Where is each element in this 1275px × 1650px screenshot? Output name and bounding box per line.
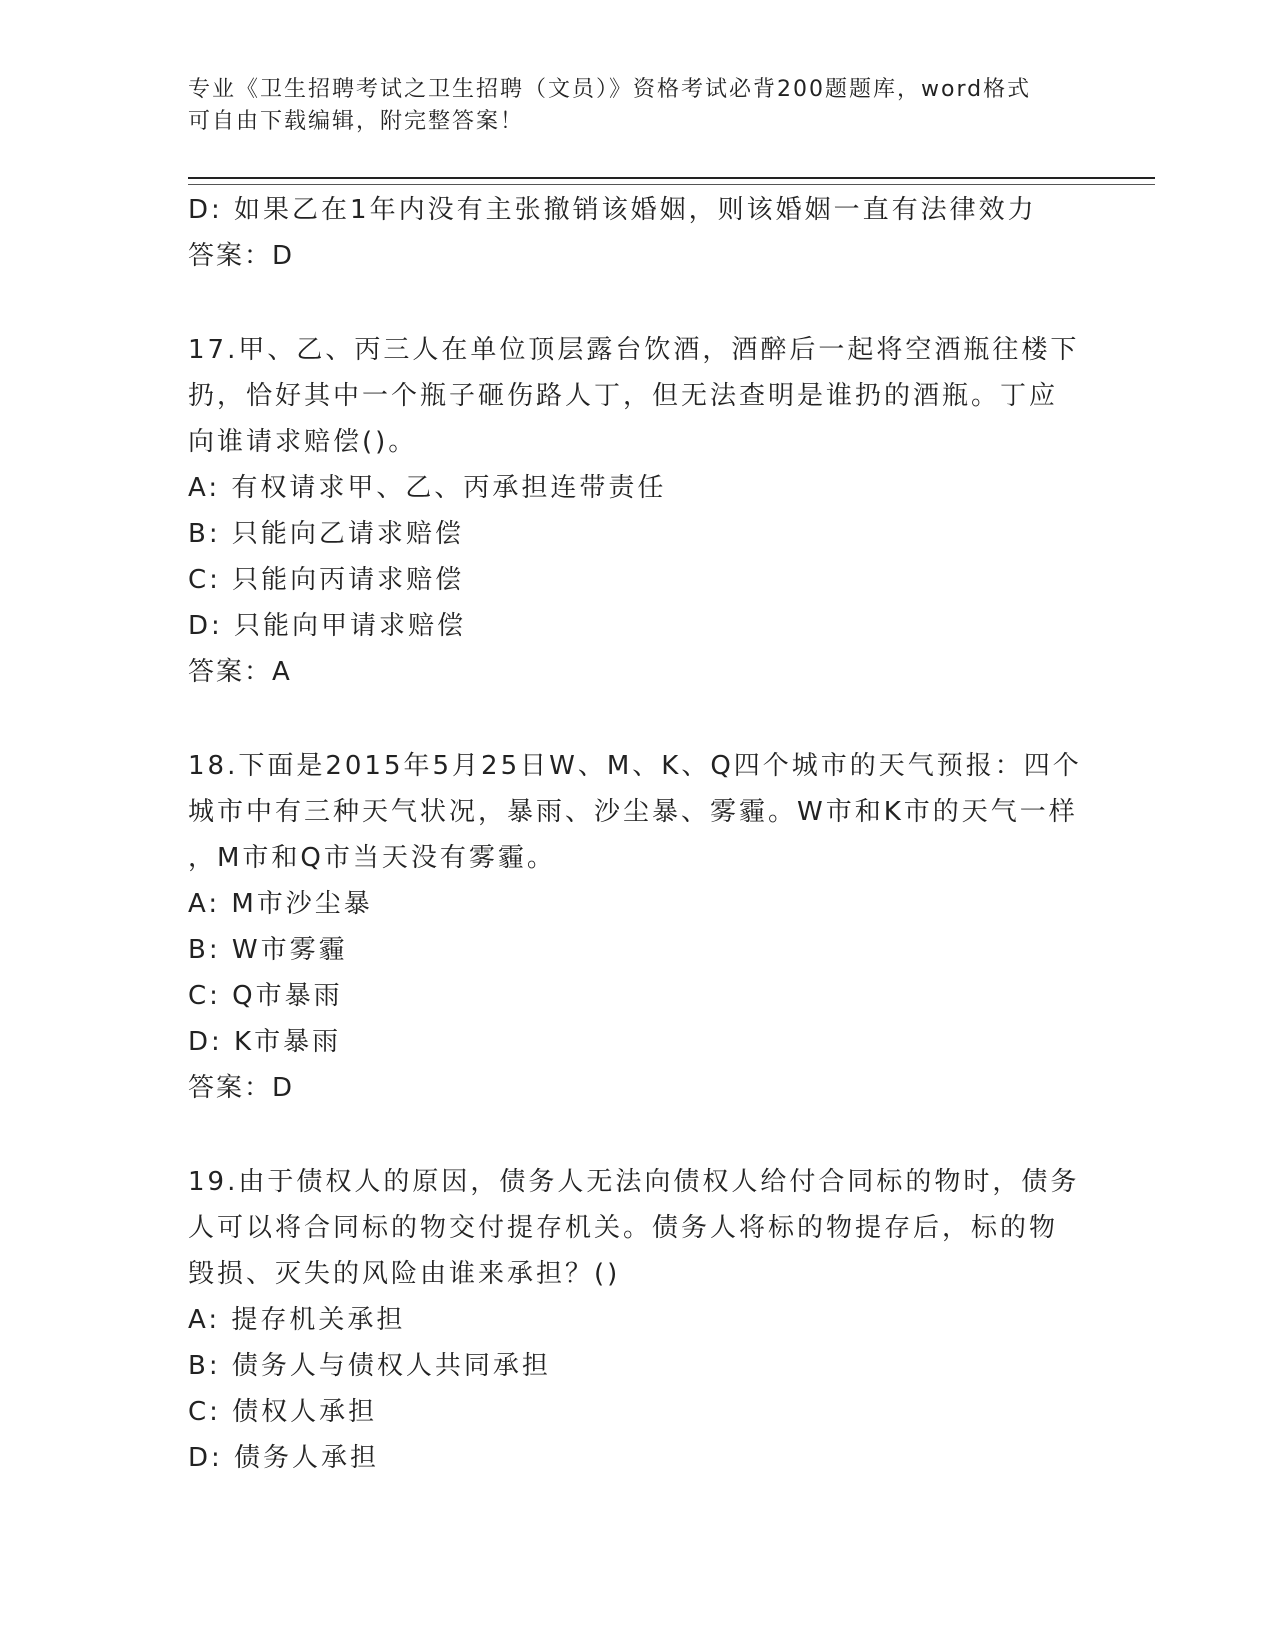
spacer [188,1111,1088,1159]
header-title-line-2: 可自由下载编辑，附完整答案！ [188,109,525,134]
document-body [188,187,1088,1481]
option-c: C: 债权人承担 [188,1397,378,1427]
question-stem-line: 人可以将合同标的物交付提存机关。债务人将标的物提存后，标的物 [188,1213,1059,1243]
header-divider-thin [188,184,1155,185]
option-d: D: 只能向甲请求赔偿 [188,611,467,641]
option-d: D: 如果乙在1年内没有主张撤销该婚姻，则该婚姻一直有法律效力 [188,195,1037,225]
option-a: A: M市沙尘暴 [188,889,373,919]
option-c: C: Q市暴雨 [188,981,343,1011]
question-stem-line: 19.由于债权人的原因，债务人无法向债权人给付合同标的物时，债务 [188,1167,1080,1197]
answer-line: 答案：D [188,241,295,271]
question-stem-line: 毁损、灭失的风险由谁来承担？() [188,1259,621,1289]
question-stem-line: 17.甲、乙、丙三人在单位顶层露台饮酒，酒醉后一起将空酒瓶往楼下 [188,335,1080,365]
question-stem-line: 向谁请求赔偿()。 [188,427,418,457]
option-a: A: 提存机关承担 [188,1305,406,1335]
question-19 [188,1159,1088,1481]
question-stem-line: 18.下面是2015年5月25日W、M、K、Q四个城市的天气预报：四个 [188,751,1082,781]
answer-line: 答案：D [188,1073,295,1103]
option-a: A: 有权请求甲、乙、丙承担连带责任 [188,473,667,503]
option-d: D: 债务人承担 [188,1443,380,1473]
option-d: D: K市暴雨 [188,1027,342,1057]
header-divider [188,177,1155,179]
question-stem-line: ，M市和Q市当天没有雾霾。 [188,843,556,873]
question-18 [188,743,1088,1111]
question-stem-line: 扔，恰好其中一个瓶子砸伤路人丁，但无法查明是谁扔的酒瓶。丁应 [188,381,1059,411]
option-b: B: W市雾霾 [188,935,348,965]
option-b: B: 只能向乙请求赔偿 [188,519,464,549]
question-stem-line: 城市中有三种天气状况，暴雨、沙尘暴、雾霾。W市和K市的天气一样 [188,797,1078,827]
option-c: C: 只能向丙请求赔偿 [188,565,465,595]
question-17 [188,327,1088,695]
question-16-tail [188,187,1088,279]
option-b: B: 债务人与债权人共同承担 [188,1351,551,1381]
header-title-line-1: 专业《卫生招聘考试之卫生招聘（文员）》资格考试必背200题题库，word格式 [188,77,1032,102]
spacer [188,279,1088,327]
spacer [188,695,1088,743]
answer-line: 答案：A [188,657,292,687]
page-header [188,74,1068,138]
